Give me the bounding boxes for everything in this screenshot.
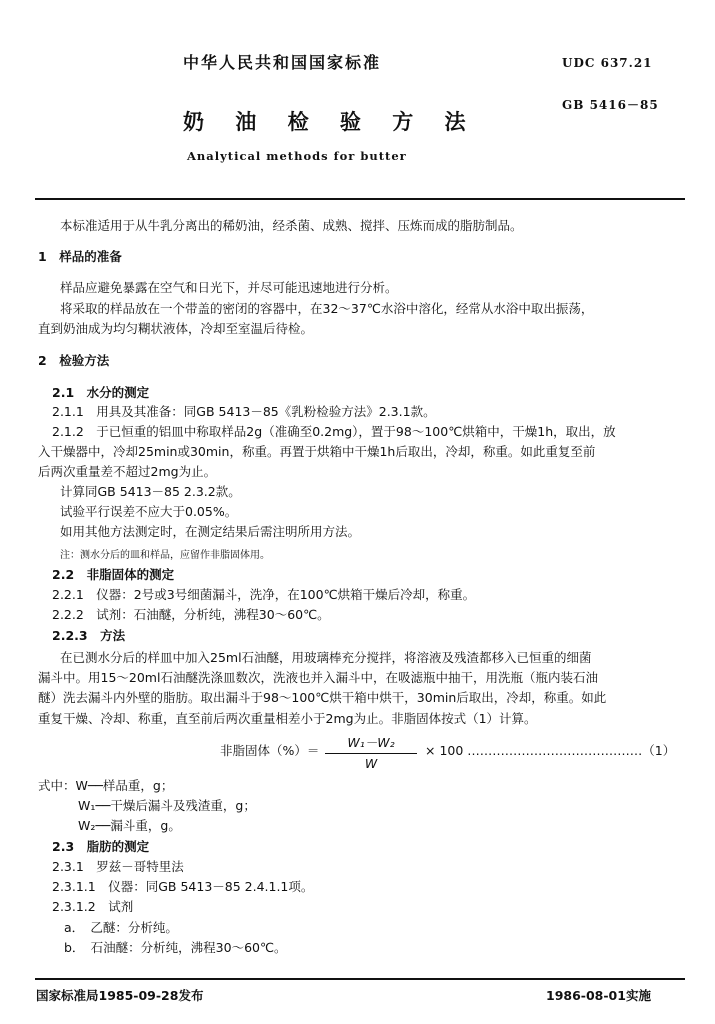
clause-2-1-2-line-3: 后两次重量差不超过2mg为止。 — [38, 464, 217, 479]
calculation-note: 计算同GB 5413－85 2.3.2款。 — [60, 484, 241, 499]
section-1-heading: 1 样品的准备 — [38, 249, 122, 264]
method-line-1: 在已测水分后的样皿中加入25ml石油醚，用玻璃棒充分搅拌，将溶液及残渣都移入已恒重的细菌 — [60, 650, 592, 665]
issuing-body: 中华人民共和国国家标准 — [183, 53, 382, 72]
section-1-para-2-line-2: 直到奶油成为均匀糊状液体，冷却至室温后待检。 — [38, 321, 314, 336]
footer-rule — [35, 978, 685, 980]
other-method-note: 如用其他方法测定时，在测定结果后需注明所用方法。 — [60, 524, 361, 539]
method-line-3: 醚）洗去漏斗内外壁的脂肪。取出漏斗于98～100℃烘干箱中烘干，30min后取出，冷却，称重。如此 — [38, 690, 607, 705]
where-w2: W₂──漏斗重，g。 — [78, 818, 181, 833]
reagent-a: a． 乙醚：分析纯。 — [64, 920, 178, 935]
clause-2-1-2-line-2: 入干燥器中，冷却25min或30min，称重。再置于烘箱中干燥1h后取出，冷却，称重。如此重复至前 — [38, 444, 596, 459]
formula-numerator: W₁－W₂ — [347, 735, 395, 750]
clause-2-1-2-line-1: 2.1.2 于已恒重的铝皿中称取样品2g（准确至0.2mg），置于98～100℃烘箱中，干燥1h，取出，放 — [52, 424, 616, 439]
clause-2-3-1-2: 2.3.1.2 试剂 — [52, 899, 134, 914]
udc-code: UDC 637.21 — [562, 56, 653, 70]
clause-2-2-2: 2.2.2 试剂：石油醚，分析纯，沸程30～60℃。 — [52, 607, 330, 622]
tolerance-note: 试验平行误差不应大于0.05%。 — [60, 504, 238, 519]
method-line-2: 漏斗中。用15～20ml石油醚洗涤皿数次，洗液也并入漏斗中，在吸滤瓶中抽干，用洗瓶（瓶内装石油 — [38, 670, 598, 685]
formula-fraction — [325, 733, 417, 771]
section-2-1-heading: 2.1 水分的测定 — [52, 385, 150, 400]
section-2-heading: 2 检验方法 — [38, 353, 110, 368]
section-1-para-2-line-1: 将采取的样品放在一个带盖的密闭的容器中，在32～37℃水浴中溶化，经常从水浴中取出振荡， — [60, 301, 594, 316]
clause-2-2-3-heading: 2.2.3 方法 — [52, 628, 126, 643]
clause-2-1-1: 2.1.1 用具及其准备：同GB 5413－85《乳粉检验方法》2.3.1款。 — [52, 404, 436, 419]
footnote: 注：测水分后的皿和样品，应留作非脂固体用。 — [60, 550, 270, 561]
header-rule — [35, 198, 685, 200]
english-title: Analytical methods for butter — [187, 149, 407, 163]
clause-2-2-1: 2.2.1 仪器：2号或3号细菌漏斗，洗净，在100℃烘箱干燥后冷却，称重。 — [52, 587, 476, 602]
clause-2-3-1-1: 2.3.1.1 仪器：同GB 5413－85 2.4.1.1项。 — [52, 879, 314, 894]
where-w: 式中：W──样品重，g； — [38, 778, 174, 793]
formula-lhs: 非脂固体（%）＝ — [220, 743, 320, 758]
document-title: 奶 油 检 验 方 法 — [183, 110, 478, 134]
where-w1: W₁──干燥后漏斗及残渣重，g； — [78, 798, 256, 813]
section-2-3-heading: 2.3 脂肪的测定 — [52, 839, 150, 854]
standard-number: GB 5416－85 — [562, 98, 659, 112]
formula-denominator: W — [364, 756, 378, 771]
effective-date: 1986-08-01实施 — [546, 988, 651, 1003]
scope-paragraph: 本标准适用于从牛乳分离出的稀奶油，经杀菌、成熟、搅拌、压炼而成的脂肪制品。 — [60, 218, 523, 233]
method-line-4: 重复干燥、冷却、称重，直至前后两次重量相差小于2mg为止。非脂固体按式（1）计算。 — [38, 711, 537, 726]
section-1-para-1: 样品应避免暴露在空气和日光下，并尽可能迅速地进行分析。 — [60, 280, 398, 295]
formula-rhs: × 100 ……………………………………（1） — [425, 743, 676, 758]
issue-date: 国家标准局1985-09-28发布 — [36, 988, 204, 1003]
clause-2-3-1: 2.3.1 罗兹－哥特里法 — [52, 859, 184, 874]
section-2-2-heading: 2.2 非脂固体的测定 — [52, 567, 175, 582]
reagent-b: b． 石油醚：分析纯，沸程30～60℃。 — [64, 940, 287, 955]
